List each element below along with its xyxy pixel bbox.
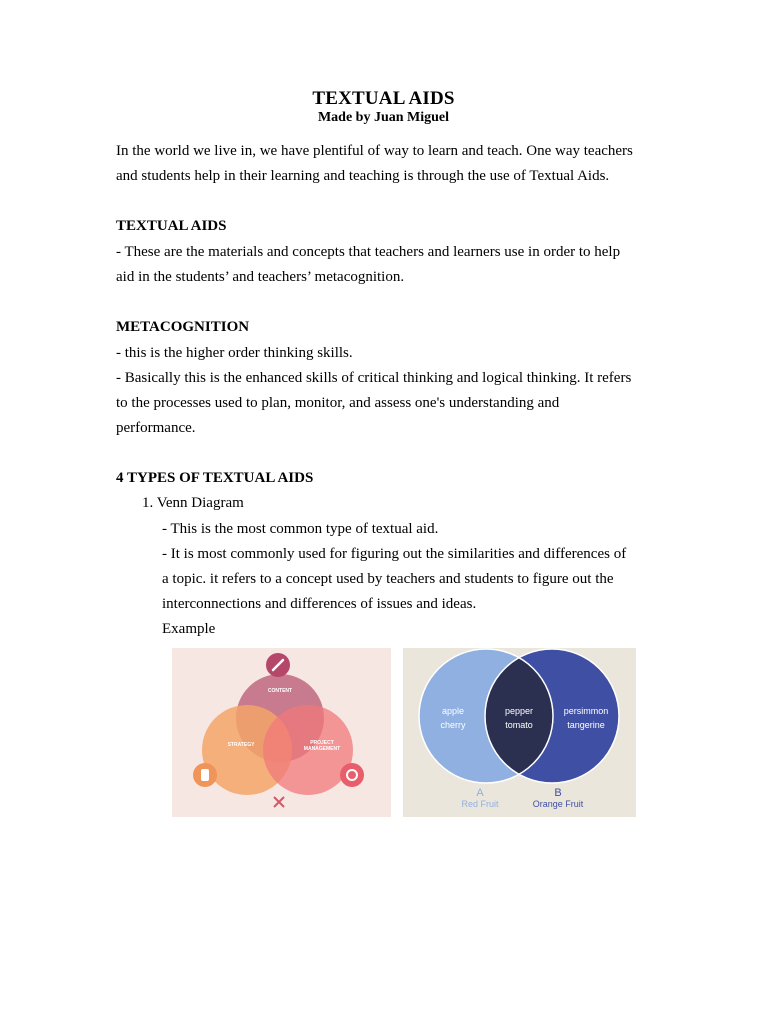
- textual-aids-line-1: - These are the materials and concepts that teachers and learners use in order to help: [116, 244, 621, 260]
- document-title: TEXTUAL AIDS: [312, 88, 455, 109]
- intro-line-1: In the world we live in, we have plentiful of way to learn and teach. One way teachers: [116, 143, 633, 159]
- set-a-letter: A: [476, 787, 484, 799]
- list-item-venn-diagram: 1. Venn Diagram: [142, 495, 244, 511]
- project-label: PROJECT: [310, 740, 334, 746]
- document-subtitle: Made by Juan Miguel: [317, 110, 450, 125]
- pencil-icon: [266, 653, 290, 677]
- section-heading-types: 4 TYPES OF TEXTUAL AIDS: [116, 470, 314, 486]
- venn-line-1: - This is the most common type of textual aid.: [162, 521, 439, 537]
- set-a-item-2: cherry: [440, 720, 466, 730]
- metacognition-line-2: - Basically this is the enhanced skills of critical thinking and logical thinking. It refers: [116, 370, 632, 386]
- management-label: MANAGEMENT: [303, 746, 341, 752]
- venn-figure-content-strategy: [172, 648, 391, 817]
- intro-line-2: and students help in their learning and teaching is through the use of Textual Aids.: [116, 168, 610, 184]
- example-label: Example: [162, 621, 216, 637]
- venn-figure-2-svg: [403, 648, 636, 817]
- metacognition-line-1: - this is the higher order thinking skills.: [116, 345, 353, 361]
- set-b-letter: B: [554, 787, 562, 799]
- metacognition-line-4: performance.: [116, 420, 196, 436]
- textual-aids-line-2: aid in the students’ and teachers’ metacognition.: [116, 269, 405, 285]
- gears-icon: [340, 763, 364, 787]
- venn-line-3: a topic. it refers to a concept used by teachers and students to figure out the: [162, 571, 614, 587]
- set-b-item-1: persimmon: [563, 706, 609, 716]
- intersection-item-1: pepper: [504, 706, 534, 716]
- set-b-caption: Orange Fruit: [532, 799, 584, 809]
- venn-figure-1-svg: [172, 648, 391, 817]
- content-label: CONTENT: [267, 688, 293, 694]
- strategy-label: STRATEGY: [227, 742, 255, 748]
- cross-tools-icon: [274, 797, 284, 807]
- chess-icon: [193, 763, 217, 787]
- set-b-item-2: tangerine: [567, 720, 605, 730]
- venn-figure-fruit: [403, 648, 636, 817]
- metacognition-line-3: to the processes used to plan, monitor, and assess one's understanding and: [116, 395, 560, 411]
- section-heading-textual-aids: TEXTUAL AIDS: [116, 218, 227, 234]
- venn-line-4: interconnections and differences of issues and ideas.: [162, 596, 477, 612]
- section-heading-metacognition: METACOGNITION: [116, 319, 250, 335]
- set-a-item-1: apple: [441, 706, 465, 716]
- venn-line-2: - It is most commonly used for figuring out the similarities and differences of: [162, 546, 627, 562]
- intersection-item-2: tomato: [505, 720, 533, 730]
- set-a-caption: Red Fruit: [461, 799, 499, 809]
